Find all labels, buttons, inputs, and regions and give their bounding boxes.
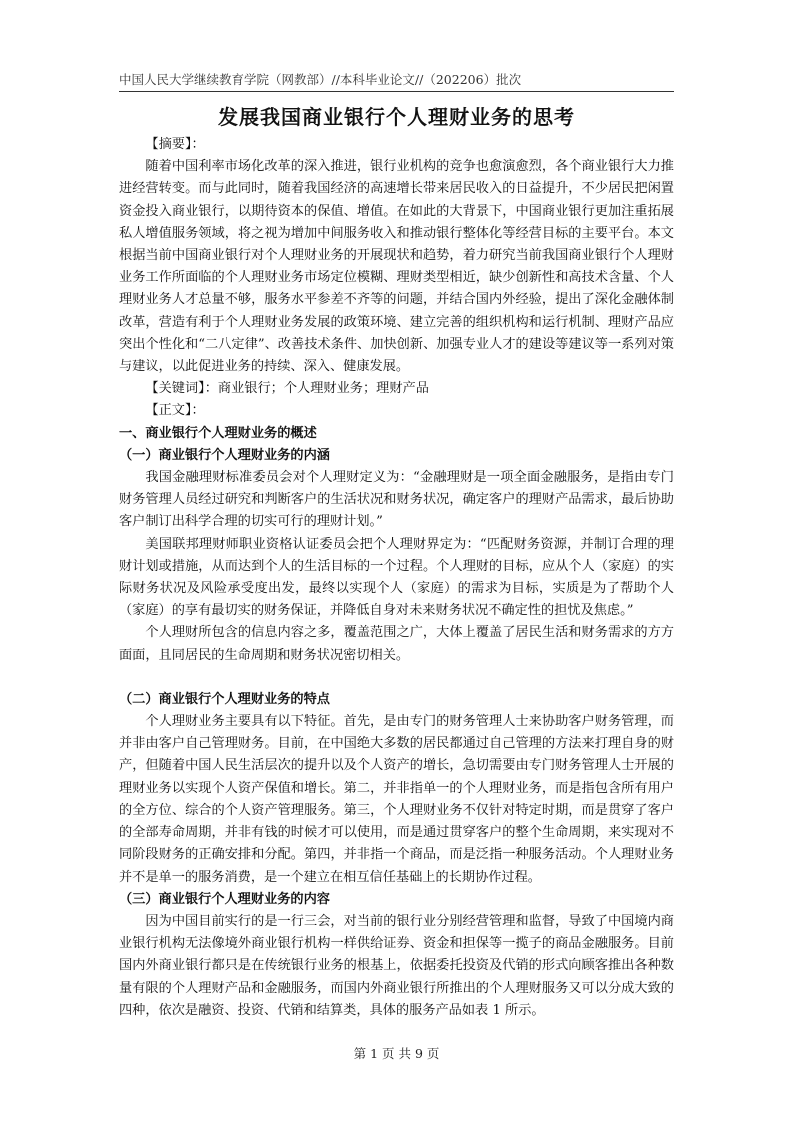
body-label: 【正文】：: [145, 403, 205, 419]
paragraph: 美国联邦理财师职业资格认证委员会把个人理财界定为：“匹配财务资源，并制订合理的理财计划或措施，从而达到个人的生活目标的一个过程。个人理财的目标，应从个人（家庭）的实际财务状况及风险承受度出发，最终以实现个人（家庭）的需求为目标，实质是为了帮助个人（家庭）的享有最切实的财务保证，并降低自身对未来财务状况不确定性的担忧及焦虑。”: [119, 536, 674, 619]
abstract-text: 随着中国利率市场化改革的深入推进，银行业机构的竞争也愈演愈烈，各个商业银行大力推进经营转变。而与此同时，随着我国经济的高速增长带来居民收入的日益提升，不少居民把闲置资金投入商业银行，以期待资本的保值、增值。在如此的大背景下，中国商业银行更加注重拓展私人增值服务领域，将之视为增加中间服务收入和推动银行整体化等经营目标的主要平台。本文根据当前中国商业银行对个人理财业务的开展现状和趋势，着力研究当前我国商业银行个人理财业务工作所面临的个人理财业务市场定位模糊、理财类型相近，缺少创新性和高技术含量、个人理财业务人才总量不够，服务水平参差不齐等的问题，并结合国内外经验，提出了深化金融体制改革，营造有利于个人理财业务发展的政策环境、建立完善的组织机构和运行机制、理财产品应突出个性化和“二八定律”、改善技术条件、加快创新、加强专业人才的建设等建议等一系列对策与建议，以此促进业务的持续、深入、健康发展。: [119, 159, 674, 375]
paragraph: 因为中国目前实行的是一行三会，对当前的银行业分别经营管理和监督，导致了中国境内商业银行机构无法像境外商业银行机构一样供给证券、资金和担保等一揽子的商品金融服务。目前国内外商业银行都只是在传统银行业务的根基上，依据委托投资及代销的形式向顾客推出各种数量有限的个人理财产品和金融服务，而国内外商业银行所推出的个人理财服务又可以分成大致的四种，依次是融资、投资、代销和结算类，具体的服务产品如表 1 所示。: [119, 913, 674, 1018]
paragraph: 个人理财业务主要具有以下特征。首先，是由专门的财务管理人士来协助客户财务管理，而并非由客户自己管理财务。目前，在中国绝大多数的居民都通过自己管理的方法来打理自身的财产，但随着中国人民生活层次的提升以及个人资产的增长，急切需要由专门财务管理人士开展的理财业务以实现个人资产保值和增长。第二，并非指单一的个人理财业务，而是指包含所有用户的全方位、综合的个人资产管理服务。第三，个人理财业务不仅针对特定时期，而是贯穿了客户的全部寿命周期，并非有钱的时候才可以使用，而是通过贯穿客户的整个生命周期，来实现对不同阶段财务的正确安排和分配。第四，并非指一个商品，而是泛指一种服务活动。个人理财业务并不是单一的服务消费，是一个建立在相互信任基础上的长期协作过程。: [119, 714, 674, 885]
paper-title: 发展我国商业银行个人理财业务的思考: [218, 105, 575, 129]
section-heading: 一、商业银行个人理财业务的概述: [119, 425, 317, 441]
subsection-heading: （二）商业银行个人理财业务的特点: [119, 691, 330, 707]
subsection-heading: （一）商业银行个人理财业务的内涵: [119, 447, 330, 463]
subsection-heading: （三）商业银行个人理财业务的内容: [119, 891, 330, 907]
keywords-line: 【关键词】：商业银行；个人理财业务；理财产品: [145, 381, 429, 397]
page-footer: 第 1 页 共 9 页: [353, 1046, 440, 1061]
paragraph: 我国金融理财标准委员会对个人理财定义为：“金融理财是一项全面金融服务，是指由专门财务管理人员经过研究和判断客户的生活状况和财务状况，确定客户的理财产品需求，最后协助客户制订出科学合理的切实可行的理财计划。”: [119, 470, 674, 530]
paper-body: [119, 134, 674, 1022]
paragraph: 个人理财所包含的信息内容之多，覆盖范围之广，大体上覆盖了居民生活和财务需求的方方面面，且同居民的生命周期和财务状况密切相关。: [119, 625, 674, 663]
running-header: 中国人民大学继续教育学院（网教部）//本科毕业论文//（202206）批次: [119, 72, 522, 87]
abstract-label: 【摘要】：: [145, 137, 205, 152]
spacer: [119, 667, 674, 689]
header-rule: [119, 91, 674, 92]
